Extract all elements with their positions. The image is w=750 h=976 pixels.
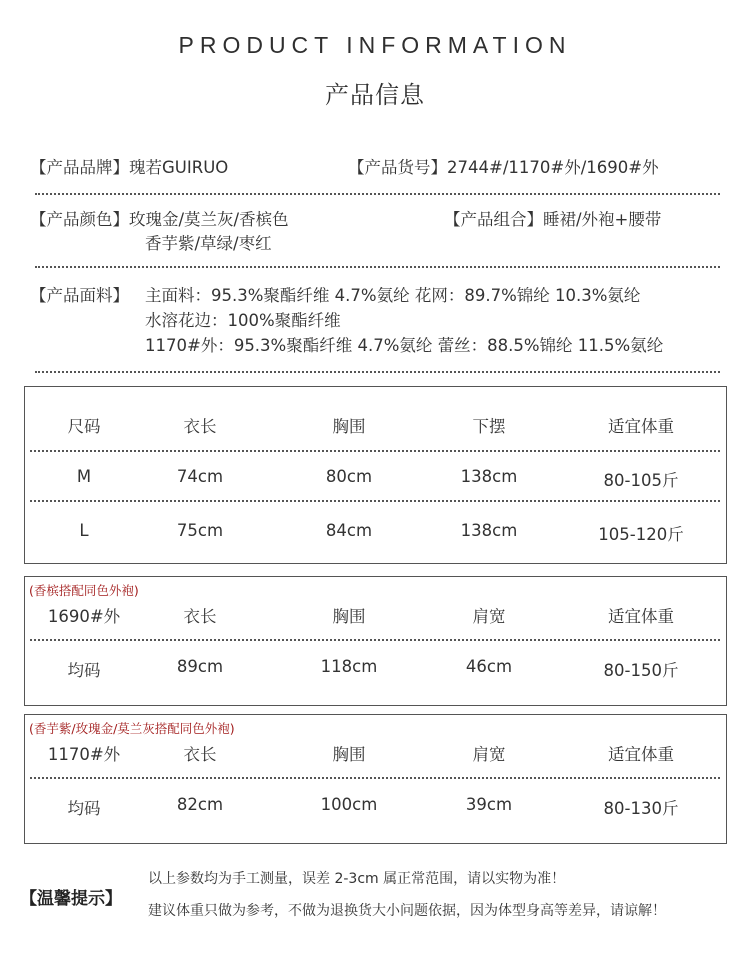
header-cell: 1690#外 (47, 607, 121, 626)
table-note: (香芋紫/玫瑰金/莫兰灰搭配同色外袍) (29, 721, 235, 736)
page-title-cn: 产品信息 (325, 81, 425, 109)
table-cell: 74cm (176, 467, 224, 486)
tips-line-2: 建议体重只做为参考，不做为退换货大小问题依据，因为体型身高等差异，请谅解！ (148, 903, 666, 919)
fabric-line-1: 主面料：95.3%聚酯纤维 4.7%氨纶 花网：89.7%锦纶 10.3%氨纶 (145, 286, 641, 305)
table-cell: 138cm (460, 467, 518, 486)
size-table-1690 (24, 576, 727, 706)
table-cell: 80-105斤 (603, 471, 679, 490)
row-divider (30, 450, 720, 452)
header-cell: 1170#外 (47, 745, 121, 764)
brand-label: 【产品品牌】 (30, 158, 129, 177)
table-cell: 80cm (325, 467, 373, 486)
table-cell: 80-150斤 (603, 661, 679, 680)
fabric-label: 【产品面料】 (30, 286, 129, 305)
table-cell: 138cm (460, 521, 518, 540)
header-cell: 衣长 (183, 417, 217, 436)
size-table-1170 (24, 714, 727, 844)
sku-field (348, 154, 659, 178)
table-cell: 105-120斤 (598, 525, 684, 544)
divider (35, 193, 720, 195)
header-cell: 衣长 (183, 607, 217, 626)
header-cell: 适宜体重 (608, 745, 674, 764)
row-divider (30, 639, 720, 641)
table-note: (香槟搭配同色外袍) (29, 583, 139, 598)
brand-field (30, 154, 228, 178)
header-cell: 肩宽 (472, 745, 506, 764)
header-cell: 胸围 (332, 417, 366, 436)
table-cell: 39cm (465, 795, 513, 814)
table-cell: 46cm (465, 657, 513, 676)
table-cell: 118cm (320, 657, 378, 676)
color-label: 【产品颜色】 (30, 210, 129, 229)
header-cell: 衣长 (183, 745, 217, 764)
row-divider (30, 500, 720, 502)
combo-field (444, 208, 661, 232)
color-value-1: 玫瑰金/莫兰灰/香槟色 (129, 210, 289, 229)
table-cell: 80-130斤 (603, 799, 679, 818)
tips-label: 【温馨提示】 (20, 889, 122, 909)
header-cell: 下摆 (472, 417, 506, 436)
table-cell: 75cm (176, 521, 224, 540)
size-table-main (24, 386, 727, 564)
fabric-line-3: 1170#外：95.3%聚酯纤维 4.7%氨纶 蕾丝：88.5%锦纶 11.5%氨纶 (145, 336, 664, 355)
header-cell: 尺码 (67, 417, 101, 436)
tips-line-1: 以上参数均为手工测量，误差 2-3cm 属正常范围，请以实物为准！ (148, 871, 566, 887)
table-cell: 82cm (176, 795, 224, 814)
header-cell: 胸围 (332, 745, 366, 764)
sku-value: 2744#/1170#外/1690#外 (447, 158, 659, 177)
table-cell: M (76, 467, 92, 486)
header-cell: 胸围 (332, 607, 366, 626)
header-cell: 适宜体重 (608, 607, 674, 626)
fabric-line-2: 水溶花边：100%聚酯纤维 (145, 311, 341, 330)
row-divider (30, 777, 720, 779)
combo-value: 睡裙/外袍+腰带 (543, 210, 662, 229)
table-cell: L (79, 521, 89, 540)
info-row-brand-sku (30, 154, 720, 178)
table-cell: 均码 (67, 799, 101, 818)
table-cell: 100cm (320, 795, 378, 814)
color-field (30, 208, 289, 232)
header-cell: 适宜体重 (608, 417, 674, 436)
color-value-2: 香芋紫/草绿/枣红 (145, 234, 272, 253)
table-cell: 均码 (67, 661, 101, 680)
header-cell: 肩宽 (472, 607, 506, 626)
divider (35, 371, 720, 373)
sku-label: 【产品货号】 (348, 158, 447, 177)
divider (35, 266, 720, 268)
combo-label: 【产品组合】 (444, 210, 543, 229)
brand-value: 瑰若GUIRUO (129, 158, 229, 177)
page-title-en: PRODUCT INFORMATION (178, 32, 572, 58)
table-cell: 89cm (176, 657, 224, 676)
table-cell: 84cm (325, 521, 373, 540)
